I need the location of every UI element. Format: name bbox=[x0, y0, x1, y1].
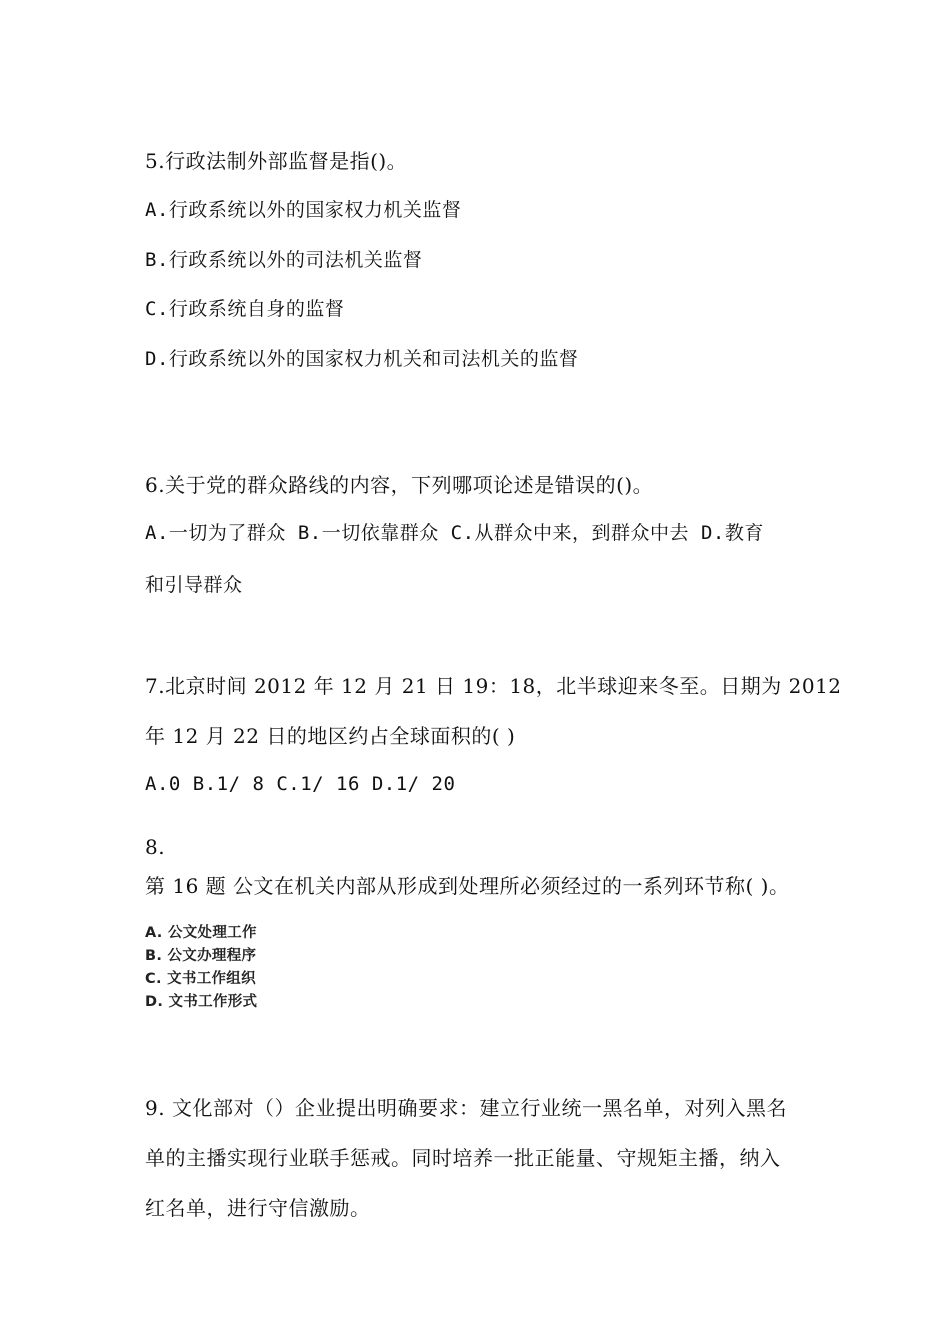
q8-stem: 第 16 题 公文在机关内部从形成到处理所必须经过的一系列环节称( )。 bbox=[145, 874, 790, 898]
q6-stem: 6.关于党的群众路线的内容，下列哪项论述是错误的()。 bbox=[145, 473, 654, 497]
q9-line3: 红名单，进行守信激励。 bbox=[145, 1196, 371, 1220]
q7-stem-line2: 年 12 月 22 日的地区约占全球面积的( ) bbox=[145, 724, 516, 748]
q7-options: A.0 B.1/ 8 C.1/ 16 D.1/ 20 bbox=[145, 773, 456, 795]
q5-option-b: B.行政系统以外的司法机关监督 bbox=[145, 249, 423, 271]
q5-stem: 5.行政法制外部监督是指()。 bbox=[145, 149, 408, 173]
q8-option-a: A. 公文处理工作 bbox=[145, 925, 257, 941]
q7-stem-line1: 7.北京时间 2012 年 12 月 21 日 19：18，北半球迎来冬至。日期为 2012 bbox=[145, 674, 842, 698]
q5-option-c: C.行政系统自身的监督 bbox=[145, 298, 345, 320]
q9-line1: 9. 文化部对（）企业提出明确要求：建立行业统一黑名单，对列入黑名 bbox=[145, 1096, 787, 1120]
q9-line2: 单的主播实现行业联手惩戒。同时培养一批正能量、守规矩主播，纳入 bbox=[145, 1146, 781, 1170]
q5-option-d: D.行政系统以外的国家权力机关和司法机关的监督 bbox=[145, 348, 579, 370]
q8-number: 8. bbox=[145, 835, 166, 859]
q6-options-line1: A.一切为了群众 B.一切依靠群众 C.从群众中来，到群众中去 D.教育 bbox=[145, 522, 764, 544]
q8-option-b: B. 公文办理程序 bbox=[145, 948, 257, 964]
q8-option-d: D. 文书工作形式 bbox=[145, 994, 258, 1010]
q6-options-line2: 和引导群众 bbox=[145, 574, 243, 596]
q8-options-image bbox=[145, 922, 257, 1014]
q8-option-c: C. 文书工作组织 bbox=[145, 971, 256, 987]
q5-option-a: A.行政系统以外的国家权力机关监督 bbox=[145, 199, 462, 221]
